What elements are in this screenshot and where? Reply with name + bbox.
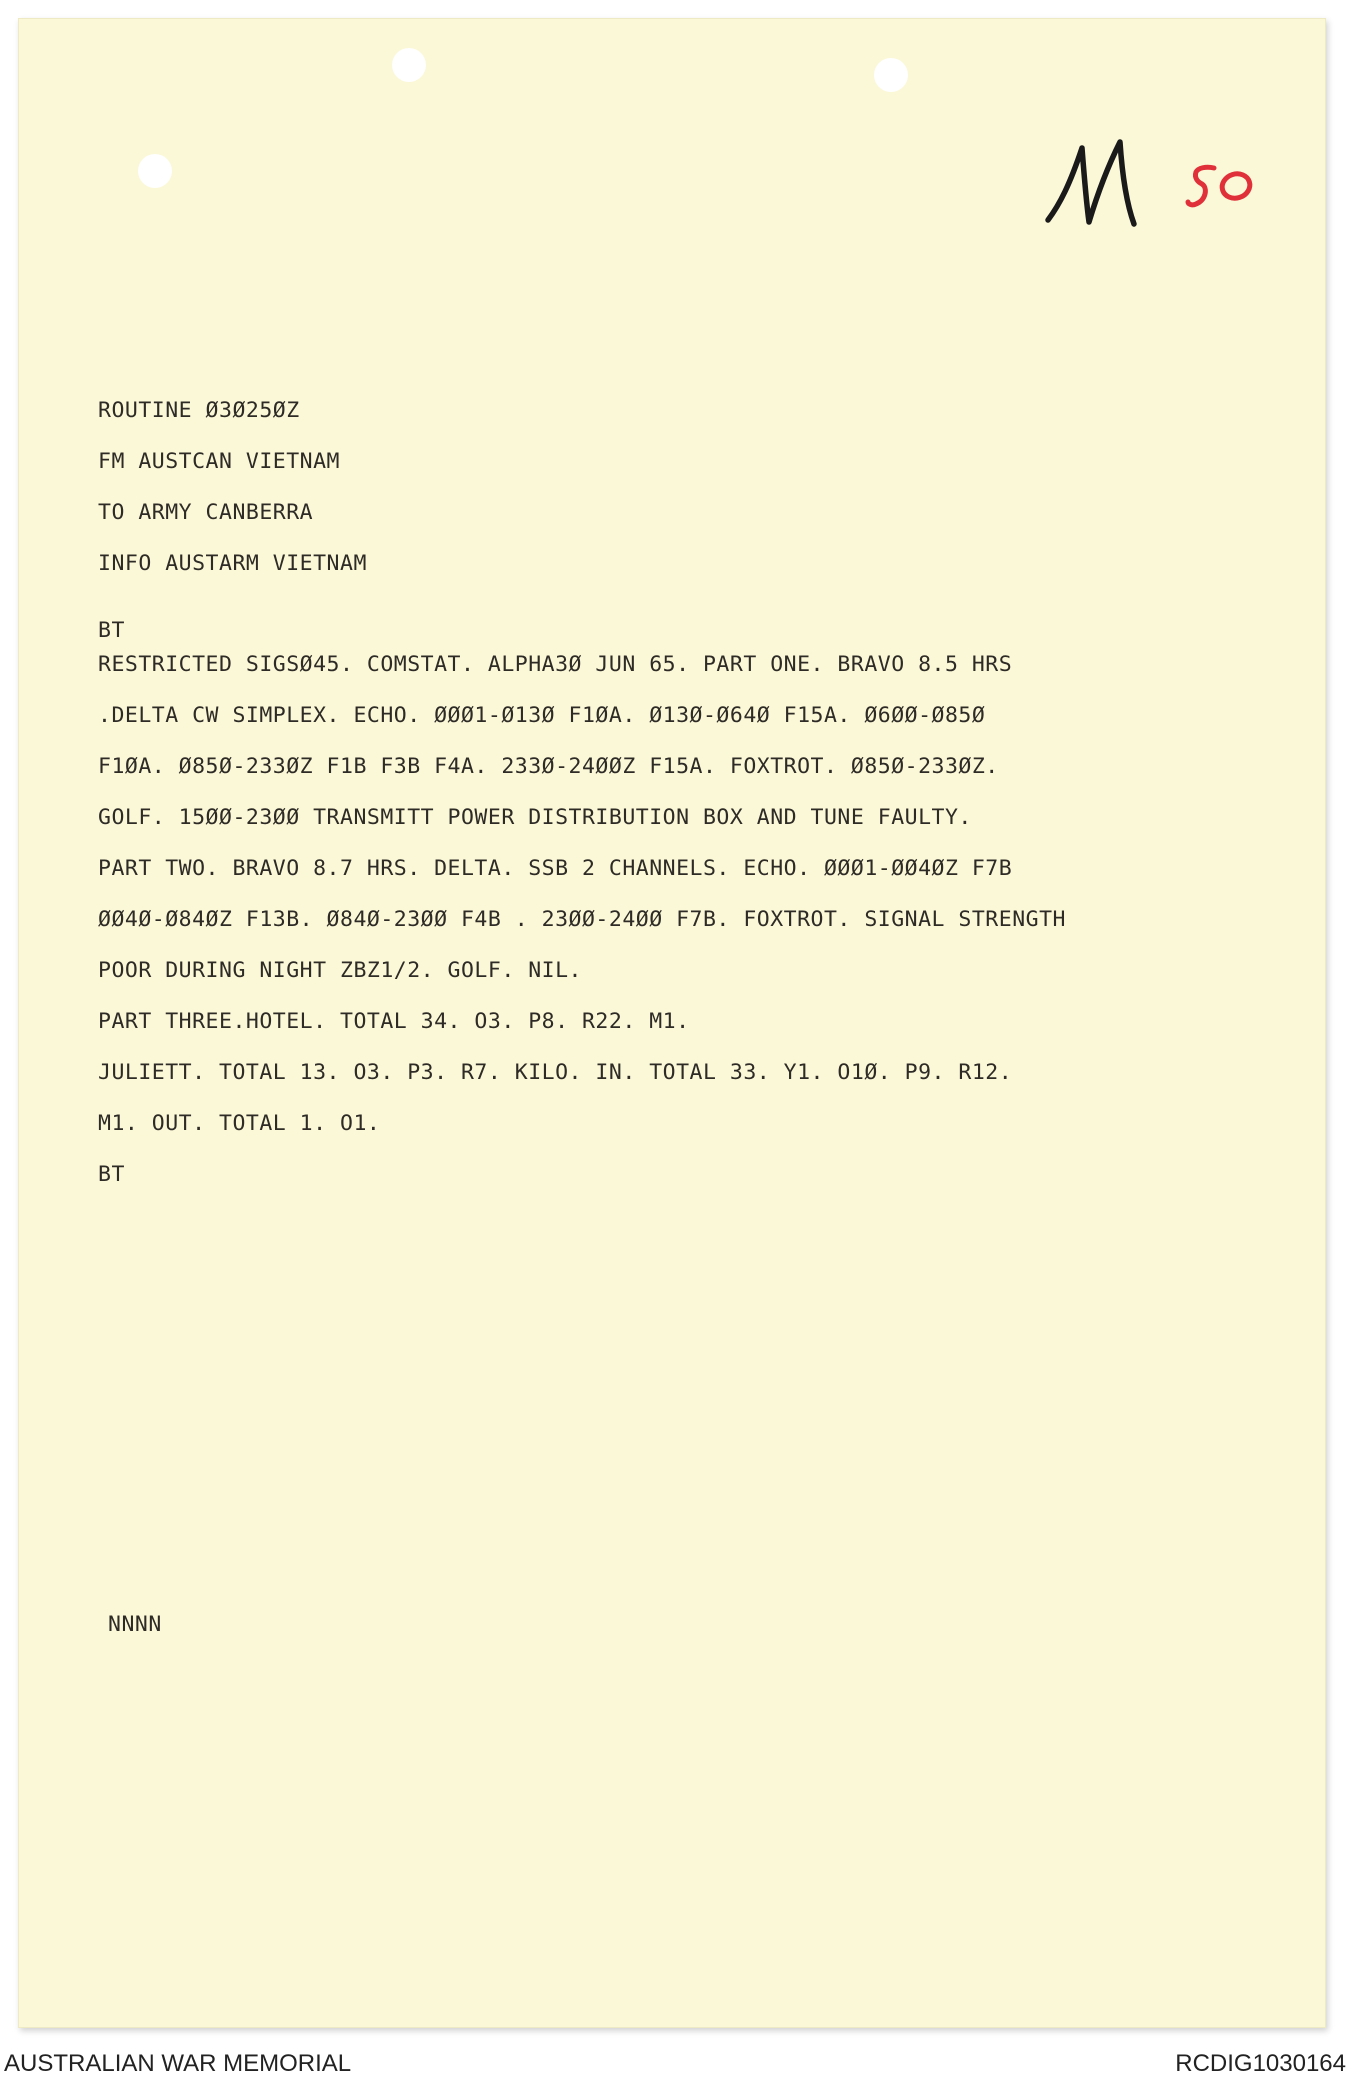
body-line: JULIETT. TOTAL 13. O3. P3. R7. KILO. IN. TOTAL 33. Y1. O1Ø. P9. R12. — [98, 1060, 1013, 1085]
body-line: POOR DURING NIGHT ZBZ1/2. GOLF. NIL. — [98, 958, 582, 983]
break-marker-close: BT — [98, 1162, 125, 1187]
punch-hole-left — [138, 154, 172, 188]
body-line: ØØ4Ø-Ø84ØZ F13B. Ø84Ø-23ØØ F4B . 23ØØ-24ØØ F7B. FOXTROT. SIGNAL STRENGTH — [98, 907, 1066, 932]
end-of-message-marker: NNNN — [108, 1612, 162, 1637]
body-line: GOLF. 15ØØ-23ØØ TRANSMITT POWER DISTRIBUTION BOX AND TUNE FAULTY. — [98, 805, 972, 830]
body-line: RESTRICTED SIGSØ45. COMSTAT. ALPHA3Ø JUN 65. PART ONE. BRAVO 8.5 HRS — [98, 652, 1013, 677]
footer-record-id: RCDIG1030164 — [1175, 2050, 1346, 2077]
header-line-info: INFO AUSTARM VIETNAM — [98, 551, 367, 576]
punch-hole-middle — [392, 48, 426, 82]
body-line: PART TWO. BRAVO 8.7 HRS. DELTA. SSB 2 CHANNELS. ECHO. ØØØ1-ØØ4ØZ F7B — [98, 856, 1013, 881]
footer-archive-name: AUSTRALIAN WAR MEMORIAL — [4, 2050, 352, 2077]
body-line: F1ØA. Ø85Ø-233ØZ F1B F3B F4A. 233Ø-24ØØZ F15A. FOXTROT. Ø85Ø-233ØZ. — [98, 754, 999, 779]
header-line-precedence: ROUTINE Ø3Ø25ØZ — [98, 398, 300, 423]
header-line-from: FM AUSTCAN VIETNAM — [98, 449, 340, 474]
break-marker-open: BT — [98, 618, 125, 643]
punch-hole-right — [874, 58, 908, 92]
body-line: PART THREE.HOTEL. TOTAL 34. O3. P8. R22. M1. — [98, 1009, 690, 1034]
handwritten-m-mark — [1042, 136, 1152, 236]
handwritten-folio-number — [1184, 158, 1262, 218]
body-line: M1. OUT. TOTAL 1. O1. — [98, 1111, 381, 1136]
header-line-to: TO ARMY CANBERRA — [98, 500, 314, 525]
body-line: .DELTA CW SIMPLEX. ECHO. ØØØ1-Ø13Ø F1ØA. Ø13Ø-Ø64Ø F15A. Ø6ØØ-Ø85Ø — [98, 703, 986, 728]
